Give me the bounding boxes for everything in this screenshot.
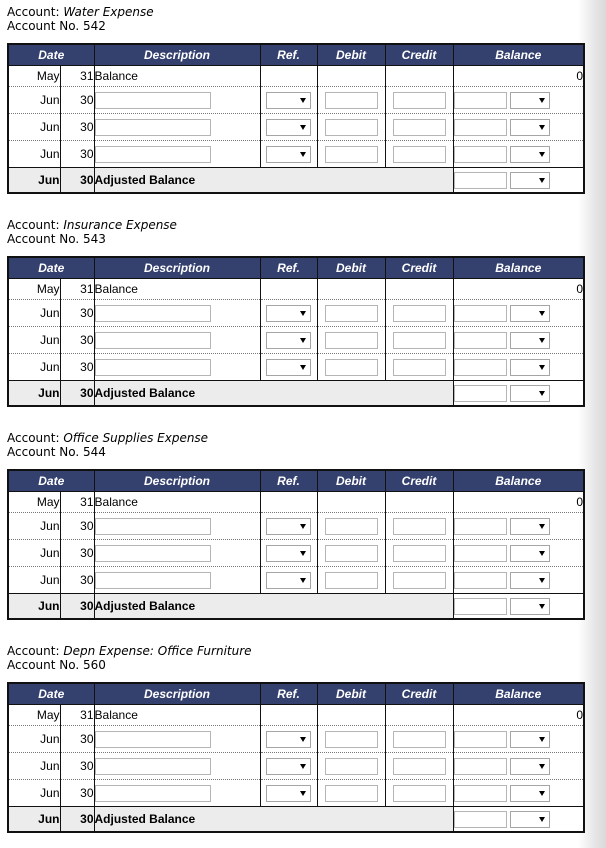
debit-input[interactable] [325, 146, 378, 163]
ref-select[interactable] [266, 332, 311, 349]
account-header [7, 431, 583, 445]
credit-input[interactable] [393, 758, 446, 775]
ref-select[interactable] [266, 305, 311, 322]
adjusted-balance-side-select[interactable] [510, 811, 550, 828]
ref-select[interactable] [266, 758, 311, 775]
description-text: Balance [94, 705, 260, 726]
ref-cell [260, 492, 317, 513]
account-ledger [7, 5, 584, 187]
chevron-down-icon [539, 365, 545, 370]
header-description: Description [94, 44, 260, 66]
credit-input[interactable] [393, 146, 446, 163]
adjusted-balance-input[interactable] [454, 172, 507, 189]
header-credit: Credit [385, 683, 453, 705]
debit-input[interactable] [325, 731, 378, 748]
date-month: Jun [8, 780, 60, 807]
credit-input[interactable] [393, 785, 446, 802]
opening-balance-row [8, 492, 584, 513]
date-month: Jun [8, 327, 60, 354]
date-month: Jun [8, 354, 60, 381]
chevron-down-icon [300, 152, 306, 157]
credit-input[interactable] [393, 92, 446, 109]
date-month: May [8, 279, 60, 300]
adjusted-balance-row [8, 594, 584, 620]
chevron-down-icon [539, 125, 545, 130]
ref-select[interactable] [266, 146, 311, 163]
date-day: 30 [60, 141, 94, 168]
balance-side-select[interactable] [510, 572, 550, 589]
opening-balance-row [8, 705, 584, 726]
debit-input[interactable] [325, 758, 378, 775]
balance-side-select[interactable] [510, 146, 550, 163]
header-debit: Debit [317, 683, 385, 705]
ref-select[interactable] [266, 518, 311, 535]
header-date: Date [8, 683, 94, 705]
debit-cell [317, 705, 385, 726]
date-day: 30 [60, 300, 94, 327]
description-input[interactable] [95, 305, 211, 322]
chevron-down-icon [539, 817, 545, 822]
chevron-down-icon [539, 791, 545, 796]
description-input[interactable] [95, 119, 211, 136]
account-header [7, 644, 583, 658]
chevron-down-icon [300, 764, 306, 769]
credit-input[interactable] [393, 119, 446, 136]
account-header [7, 5, 583, 19]
balance-side-select[interactable] [510, 545, 550, 562]
debit-input[interactable] [325, 332, 378, 349]
date-month: May [8, 492, 60, 513]
account-number: Account No. 544 [7, 445, 106, 459]
balance-input[interactable] [454, 332, 507, 349]
date-day: 30 [60, 513, 94, 540]
entry-row [8, 726, 584, 753]
description-input[interactable] [95, 92, 211, 109]
date-month: May [8, 705, 60, 726]
account-header [7, 218, 583, 232]
balance-side-select[interactable] [510, 332, 550, 349]
chevron-down-icon [300, 551, 306, 556]
account-name: Office Supplies Expense [63, 431, 209, 445]
description-input[interactable] [95, 731, 211, 748]
chevron-down-icon [300, 125, 306, 130]
balance-side-select[interactable] [510, 758, 550, 775]
balance-input[interactable] [454, 92, 507, 109]
entry-row [8, 567, 584, 594]
date-day: 31 [60, 279, 94, 300]
date-month: Jun [8, 807, 60, 833]
date-month: Jun [8, 540, 60, 567]
adjusted-balance-side-select[interactable] [510, 598, 550, 615]
chevron-down-icon [539, 391, 545, 396]
chevron-down-icon [539, 524, 545, 529]
date-month: Jun [8, 381, 60, 407]
header-date: Date [8, 470, 94, 492]
chevron-down-icon [300, 338, 306, 343]
adjusted-balance-label: Adjusted Balance [94, 381, 453, 407]
header-row [8, 470, 584, 492]
header-debit: Debit [317, 44, 385, 66]
description-input[interactable] [95, 359, 211, 376]
debit-input[interactable] [325, 518, 378, 535]
adjusted-balance-side-select[interactable] [510, 385, 550, 402]
balance-side-select[interactable] [510, 92, 550, 109]
balance-side-select[interactable] [510, 785, 550, 802]
date-month: Jun [8, 567, 60, 594]
balance-side-select[interactable] [510, 731, 550, 748]
balance-side-select[interactable] [510, 518, 550, 535]
adjusted-balance-label: Adjusted Balance [94, 168, 453, 194]
balance-input[interactable] [454, 518, 507, 535]
date-day: 30 [60, 381, 94, 407]
description-text: Balance [94, 66, 260, 87]
chevron-down-icon [300, 791, 306, 796]
description-input[interactable] [95, 785, 211, 802]
debit-cell [317, 66, 385, 87]
date-month: Jun [8, 300, 60, 327]
account-name: Insurance Expense [63, 218, 177, 232]
account-label: Account: [7, 218, 60, 232]
entry-row [8, 300, 584, 327]
entry-row [8, 327, 584, 354]
date-month: Jun [8, 114, 60, 141]
date-day: 31 [60, 492, 94, 513]
date-month: Jun [8, 513, 60, 540]
date-month: Jun [8, 753, 60, 780]
account-label: Account: [7, 431, 60, 445]
header-balance: Balance [453, 470, 584, 492]
adjusted-balance-input[interactable] [454, 598, 507, 615]
date-day: 30 [60, 168, 94, 194]
credit-cell [385, 279, 453, 300]
account-ledger [7, 218, 584, 400]
opening-balance-row [8, 66, 584, 87]
header-balance: Balance [453, 44, 584, 66]
ledger-table [7, 469, 585, 620]
description-input[interactable] [95, 332, 211, 349]
credit-cell [385, 705, 453, 726]
credit-input[interactable] [393, 572, 446, 589]
date-day: 30 [60, 753, 94, 780]
credit-input[interactable] [393, 518, 446, 535]
ref-cell [260, 66, 317, 87]
header-credit: Credit [385, 44, 453, 66]
header-row [8, 683, 584, 705]
chevron-down-icon [300, 311, 306, 316]
adjusted-balance-row [8, 807, 584, 833]
account-label: Account: [7, 644, 60, 658]
header-date: Date [8, 44, 94, 66]
header-row [8, 44, 584, 66]
balance-input[interactable] [454, 731, 507, 748]
balance-side-select[interactable] [510, 359, 550, 376]
opening-balance-row [8, 279, 584, 300]
debit-input[interactable] [325, 119, 378, 136]
description-text: Balance [94, 492, 260, 513]
entry-row [8, 114, 584, 141]
ref-select[interactable] [266, 545, 311, 562]
header-date: Date [8, 257, 94, 279]
account-ledger [7, 644, 584, 826]
balance-side-select[interactable] [510, 305, 550, 322]
description-input[interactable] [95, 146, 211, 163]
entry-row [8, 354, 584, 381]
adjusted-balance-row [8, 381, 584, 407]
balance-input[interactable] [454, 785, 507, 802]
opening-balance-value: 0 [453, 66, 584, 87]
header-row [8, 257, 584, 279]
account-name: Depn Expense: Office Furniture [63, 644, 252, 658]
account-number: Account No. 543 [7, 232, 106, 246]
ref-select[interactable] [266, 731, 311, 748]
ref-select[interactable] [266, 359, 311, 376]
ref-cell [260, 705, 317, 726]
chevron-down-icon [300, 737, 306, 742]
description-input[interactable] [95, 518, 211, 535]
opening-balance-value: 0 [453, 279, 584, 300]
date-month: Jun [8, 726, 60, 753]
chevron-down-icon [539, 764, 545, 769]
header-debit: Debit [317, 470, 385, 492]
chevron-down-icon [539, 311, 545, 316]
date-day: 31 [60, 66, 94, 87]
credit-input[interactable] [393, 731, 446, 748]
ledger-table [7, 256, 585, 407]
date-day: 30 [60, 726, 94, 753]
debit-input[interactable] [325, 92, 378, 109]
entry-row [8, 87, 584, 114]
debit-input[interactable] [325, 305, 378, 322]
debit-cell [317, 279, 385, 300]
description-input[interactable] [95, 758, 211, 775]
credit-input[interactable] [393, 359, 446, 376]
date-day: 30 [60, 780, 94, 807]
account-label: Account: [7, 5, 60, 19]
date-day: 30 [60, 594, 94, 620]
debit-input[interactable] [325, 545, 378, 562]
date-month: Jun [8, 87, 60, 114]
account-ledger [7, 431, 584, 613]
balance-input[interactable] [454, 572, 507, 589]
balance-input[interactable] [454, 146, 507, 163]
opening-balance-value: 0 [453, 492, 584, 513]
date-day: 31 [60, 705, 94, 726]
header-balance: Balance [453, 257, 584, 279]
date-day: 30 [60, 87, 94, 114]
date-day: 30 [60, 354, 94, 381]
chevron-down-icon [539, 578, 545, 583]
chevron-down-icon [300, 98, 306, 103]
chevron-down-icon [539, 98, 545, 103]
ref-select[interactable] [266, 119, 311, 136]
date-day: 30 [60, 807, 94, 833]
date-month: Jun [8, 141, 60, 168]
date-month: May [8, 66, 60, 87]
entry-row [8, 540, 584, 567]
ref-select[interactable] [266, 92, 311, 109]
chevron-down-icon [539, 551, 545, 556]
debit-input[interactable] [325, 785, 378, 802]
date-day: 30 [60, 540, 94, 567]
debit-input[interactable] [325, 572, 378, 589]
chevron-down-icon [300, 578, 306, 583]
adjusted-balance-side-select[interactable] [510, 172, 550, 189]
credit-input[interactable] [393, 545, 446, 562]
chevron-down-icon [300, 365, 306, 370]
debit-input[interactable] [325, 359, 378, 376]
date-day: 30 [60, 567, 94, 594]
balance-side-select[interactable] [510, 119, 550, 136]
entry-row [8, 780, 584, 807]
adjusted-balance-row [8, 168, 584, 194]
balance-input[interactable] [454, 359, 507, 376]
balance-input[interactable] [454, 119, 507, 136]
header-ref: Ref. [260, 257, 317, 279]
ledger-table [7, 682, 585, 833]
adjusted-balance-input[interactable] [454, 811, 507, 828]
chevron-down-icon [539, 152, 545, 157]
account-number: Account No. 560 [7, 658, 106, 672]
header-credit: Credit [385, 470, 453, 492]
ref-cell [260, 279, 317, 300]
adjusted-balance-label: Adjusted Balance [94, 594, 453, 620]
header-ref: Ref. [260, 470, 317, 492]
account-number: Account No. 542 [7, 19, 106, 33]
chevron-down-icon [300, 524, 306, 529]
description-input[interactable] [95, 545, 211, 562]
chevron-down-icon [539, 178, 545, 183]
description-text: Balance [94, 279, 260, 300]
debit-cell [317, 492, 385, 513]
chevron-down-icon [539, 737, 545, 742]
header-description: Description [94, 683, 260, 705]
adjusted-balance-input[interactable] [454, 385, 507, 402]
date-day: 30 [60, 327, 94, 354]
date-month: Jun [8, 594, 60, 620]
chevron-down-icon [539, 604, 545, 609]
credit-cell [385, 66, 453, 87]
header-debit: Debit [317, 257, 385, 279]
header-ref: Ref. [260, 683, 317, 705]
balance-input[interactable] [454, 758, 507, 775]
credit-input[interactable] [393, 305, 446, 322]
header-description: Description [94, 470, 260, 492]
header-description: Description [94, 257, 260, 279]
date-month: Jun [8, 168, 60, 194]
header-ref: Ref. [260, 44, 317, 66]
entry-row [8, 753, 584, 780]
ref-select[interactable] [266, 785, 311, 802]
balance-input[interactable] [454, 545, 507, 562]
header-credit: Credit [385, 257, 453, 279]
account-name: Water Expense [63, 5, 154, 19]
chevron-down-icon [539, 338, 545, 343]
ref-select[interactable] [266, 572, 311, 589]
opening-balance-value: 0 [453, 705, 584, 726]
entry-row [8, 141, 584, 168]
adjusted-balance-label: Adjusted Balance [94, 807, 453, 833]
date-day: 30 [60, 114, 94, 141]
description-input[interactable] [95, 572, 211, 589]
credit-cell [385, 492, 453, 513]
credit-input[interactable] [393, 332, 446, 349]
entry-row [8, 513, 584, 540]
header-balance: Balance [453, 683, 584, 705]
ledger-table [7, 43, 585, 194]
balance-input[interactable] [454, 305, 507, 322]
